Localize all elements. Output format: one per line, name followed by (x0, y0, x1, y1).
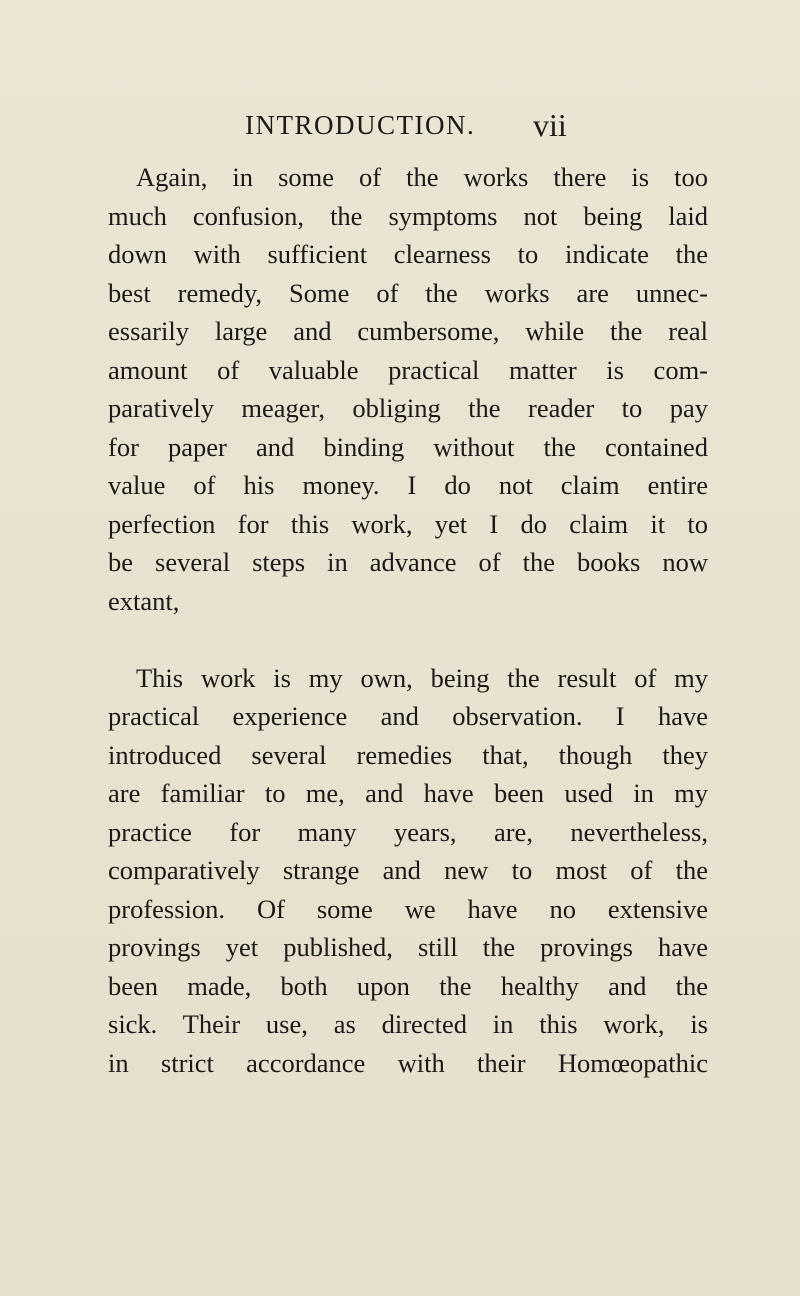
text-line: are familiar to me, and have been used in my (108, 778, 708, 808)
text-line: much confusion, the symptoms not being laid (108, 200, 708, 231)
text-line: introduced several remedies that, though they (108, 739, 708, 770)
running-head-title: INTRODUCTION. (245, 110, 476, 140)
paragraph-1 (108, 158, 708, 620)
text-line: extant, (108, 585, 180, 616)
text-line: value of his money. I do not claim entire (108, 470, 708, 500)
text-line: sick. Their use, as directed in this work, is (108, 1009, 708, 1039)
text-line: perfection for this work, yet I do claim it to (108, 508, 708, 539)
text-line: practical experience and observation. I have (108, 701, 708, 731)
text-line: Again, in some of the works there is too (136, 162, 708, 192)
paragraph-gap (108, 620, 708, 659)
text-line: amount of valuable practical matter is com- (108, 354, 708, 385)
text-line: profession. Of some we have no extensive (108, 893, 708, 924)
body-text (108, 158, 708, 1082)
paragraph-2 (108, 659, 708, 1083)
text-line: best remedy, Some of the works are unnec- (108, 277, 708, 308)
running-head (0, 105, 800, 145)
page-number: vii (533, 107, 567, 143)
text-line: provings yet published, still the provings have (108, 932, 708, 962)
text-line: for paper and binding without the contained (108, 431, 708, 462)
text-line: be several steps in advance of the books now (108, 547, 708, 577)
text-line: practice for many years, are, nevertheless, (108, 816, 708, 847)
text-line: This work is my own, being the result of my (136, 662, 708, 693)
text-line: essarily large and cumbersome, while the real (108, 316, 708, 346)
text-line: paratively meager, obliging the reader to pay (108, 393, 708, 423)
text-line: down with sufficient clearness to indicate the (108, 239, 708, 269)
text-line: in strict accordance with their Homœopathic (108, 1047, 708, 1078)
text-line: been made, both upon the healthy and the (108, 970, 708, 1001)
text-line: comparatively strange and new to most of the (108, 855, 708, 885)
